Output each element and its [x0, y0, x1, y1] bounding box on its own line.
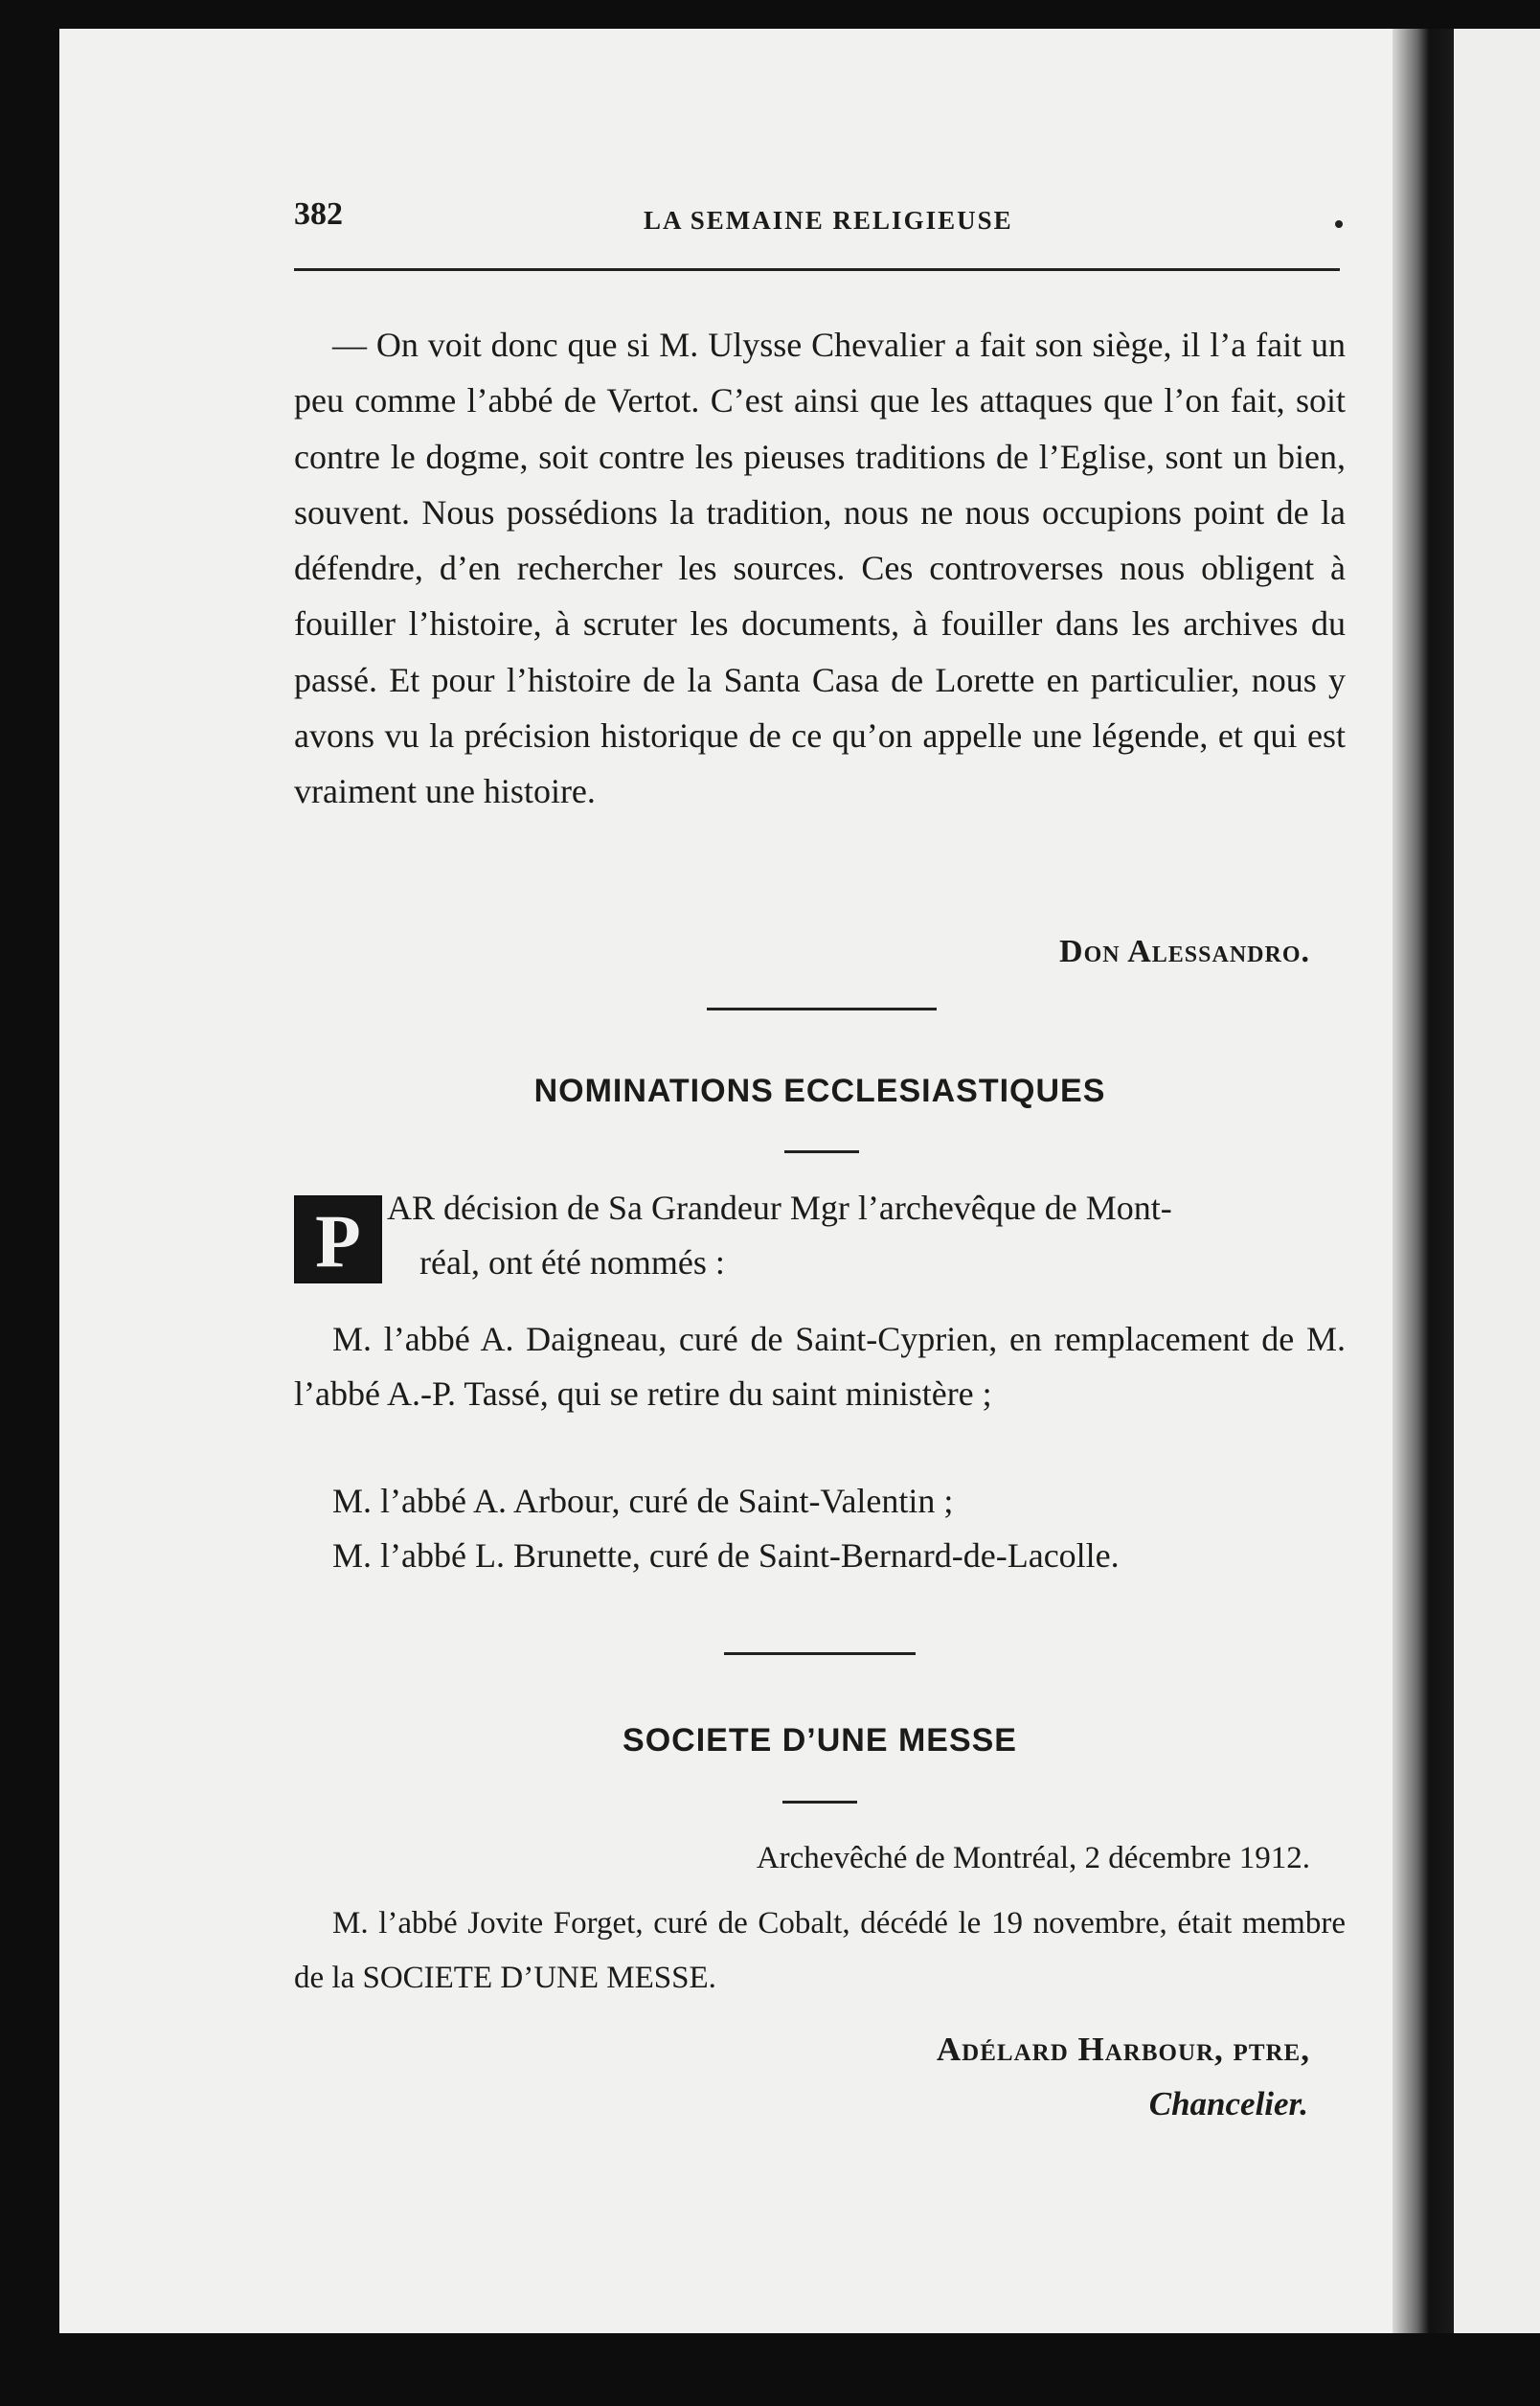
page-number: 382	[294, 196, 343, 232]
nominations-title: NOMINATIONS ECCLESIASTIQUES	[533, 1073, 1106, 1109]
drop-cap: P	[294, 1195, 382, 1283]
section-divider	[707, 1008, 937, 1010]
nomination-entry: M. l’abbé L. Brunette, curé de Saint-Bernard-de-Lacolle.	[332, 1536, 1120, 1575]
nominations-intro-line1: AR décision de Sa Grandeur Mgr l’archevêque de Mont-	[387, 1189, 1172, 1227]
nomination-entry: M. l’abbé A. Arbour, curé de Saint-Valentin ;	[332, 1482, 954, 1520]
header-rule	[294, 268, 1340, 271]
title-underline	[784, 1150, 859, 1153]
nomination-entry: M. l’abbé A. Daigneau, curé de Saint-Cyprien, en remplacement de M. l’abbé A.-P. Tassé, qui se retire du saint ministère ;	[294, 1320, 1346, 1413]
nominations-intro-line2: réal, ont été nommés :	[419, 1243, 725, 1282]
facing-page-edge	[1454, 29, 1540, 2333]
running-head: LA SEMAINE RELIGIEUSE	[644, 206, 1013, 235]
societe-title: SOCIETE D’UNE MESSE	[623, 1722, 1017, 1759]
signer-name: Adélard Harbour, ptre,	[936, 2031, 1310, 2068]
dateline: Archevêché de Montréal, 2 décembre 1912.	[756, 1841, 1310, 1875]
societe-notice: M. l’abbé Jovite Forget, curé de Cobalt, décédé le 19 novembre, était membre de la SOCIETE D’UNE MESSE.	[294, 1906, 1346, 1995]
header-dot	[1335, 220, 1343, 228]
article-paragraph: — On voit donc que si M. Ulysse Chevalier a fait son siège, il l’a fait un peu comme l’abbé de Vertot. C’est ainsi que les attaques que l’on fait, soit contre le dogme, soit contre les pieuses traditions de l’Eglise, sont un bien, souvent. Nous possédions la tradition, nous ne nous occupions point de la défendre, d’en rechercher les sources. Ces controverses nous obligent à fouiller l’histoire, à scruter les documents, à fouiller dans les archives du passé. Et pour l’histoire de la Santa Casa de Lorette en particulier, nous y avons vu la précision historique de ce qu’on appelle une légende, et qui est vraiment une histoire.	[294, 326, 1346, 811]
page-gutter	[1393, 29, 1454, 2333]
article-signature: Don Alessandro.	[1059, 934, 1310, 969]
title-underline	[782, 1801, 857, 1804]
section-divider	[724, 1652, 916, 1655]
signer-title: Chancelier.	[1148, 2085, 1308, 2122]
